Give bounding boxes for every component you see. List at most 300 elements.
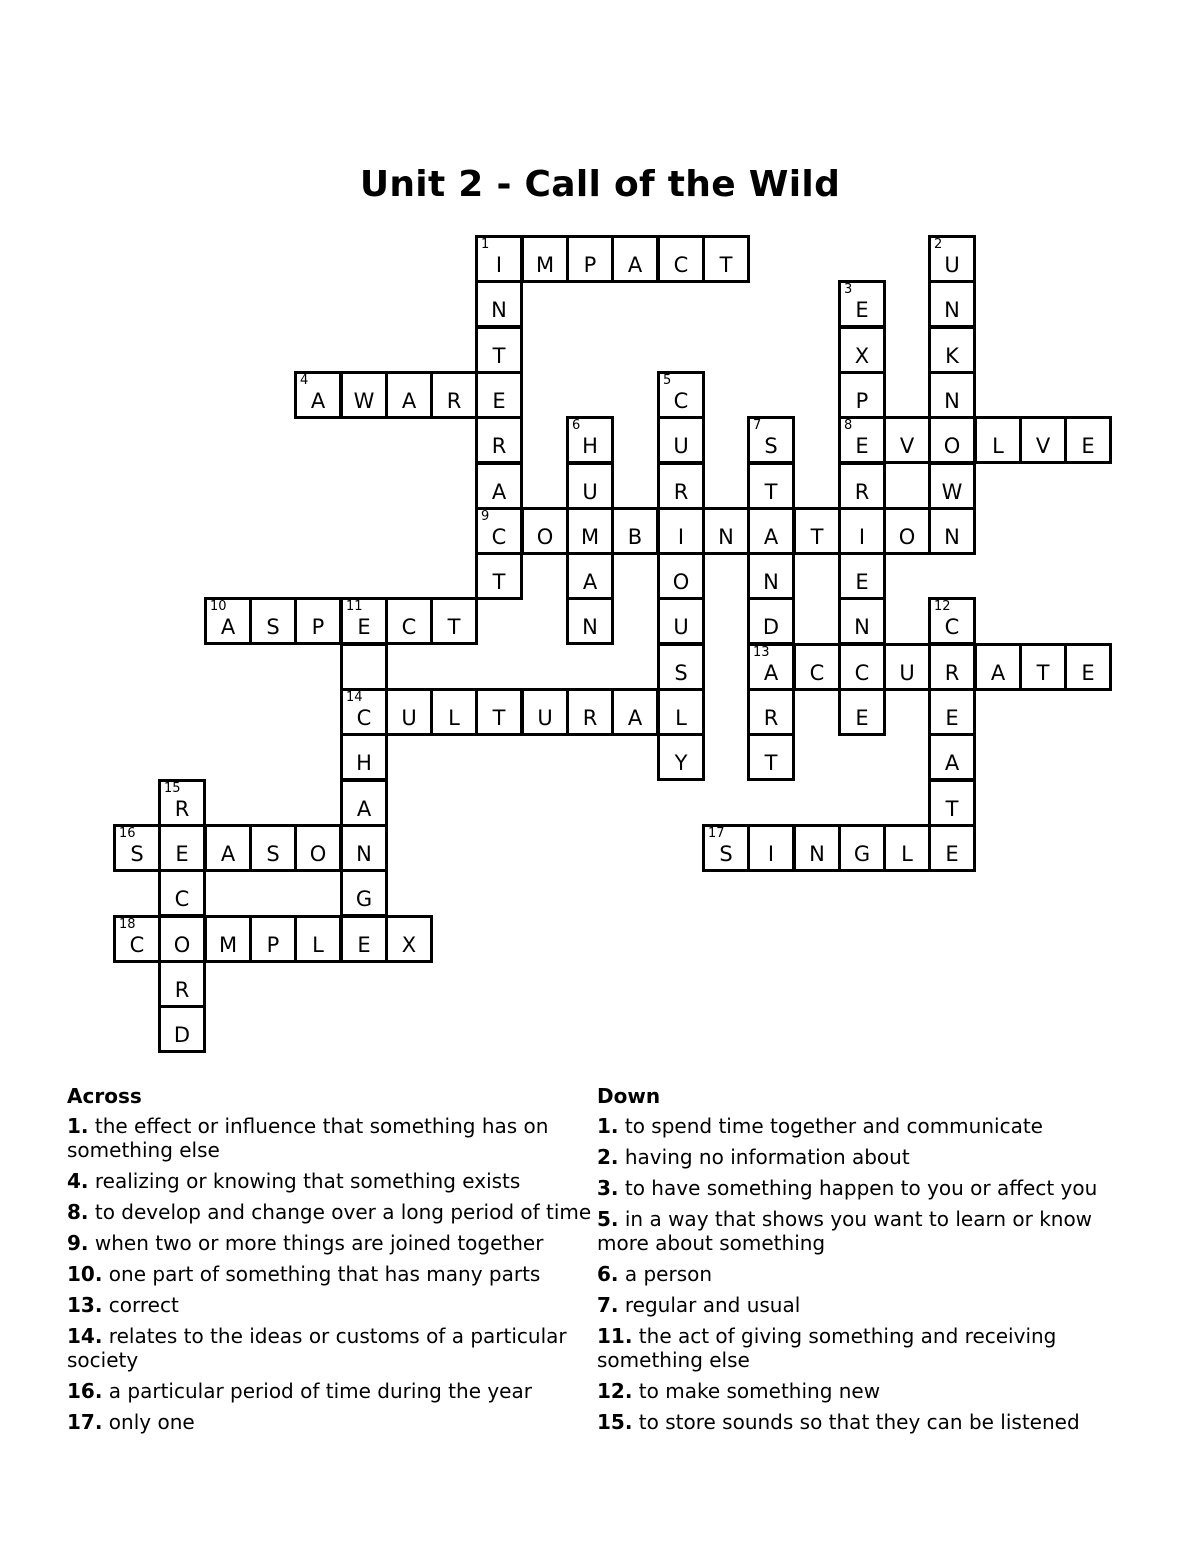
cell-letter: T <box>810 525 824 549</box>
cell-letter: C <box>809 661 825 685</box>
cell-letter: N <box>491 298 507 322</box>
cell-letter: T <box>945 797 959 821</box>
cell-letter: L <box>448 706 460 730</box>
grid-cell[interactable] <box>158 960 206 1008</box>
grid-cell[interactable] <box>928 280 976 328</box>
grid-cell[interactable] <box>430 688 478 736</box>
cell-letter: E <box>357 615 371 639</box>
cell-letter: L <box>312 933 324 957</box>
grid-cell[interactable] <box>521 507 569 555</box>
grid-cell[interactable] <box>928 235 976 283</box>
cell-letter: E <box>1081 661 1095 685</box>
cell-letter: S <box>266 615 280 639</box>
cell-letter: N <box>944 298 960 322</box>
grid-cell[interactable] <box>521 235 569 283</box>
grid-cell[interactable] <box>974 643 1022 691</box>
grid-cell[interactable] <box>611 688 659 736</box>
cell-letter: M <box>535 253 555 277</box>
cell-letter: T <box>447 615 461 639</box>
grid-cell[interactable] <box>928 733 976 781</box>
clue-item-text: to develop and change over a long period of time <box>88 1200 592 1224</box>
clue-item-number: 16. <box>67 1379 103 1403</box>
grid-cell[interactable] <box>793 824 841 872</box>
grid-cell[interactable] <box>158 779 206 827</box>
cell-letter: C <box>673 253 689 277</box>
grid-cell[interactable] <box>475 326 523 374</box>
grid-cell[interactable] <box>340 371 388 419</box>
grid-cell[interactable] <box>158 915 206 963</box>
cell-letter: A <box>944 751 960 775</box>
grid-cell[interactable] <box>294 915 342 963</box>
clue-number: 3 <box>844 282 853 297</box>
cell-letter: S <box>266 842 280 866</box>
grid-cell[interactable] <box>793 643 841 691</box>
grid-cell[interactable] <box>340 779 388 827</box>
grid-cell[interactable] <box>249 597 297 645</box>
cell-letter: T <box>492 570 506 594</box>
grid-cell[interactable] <box>883 507 931 555</box>
grid-cell[interactable] <box>475 416 523 464</box>
clue-item-number: 1. <box>67 1114 89 1138</box>
grid-cell[interactable] <box>702 824 750 872</box>
cell-letter: A <box>582 570 598 594</box>
grid-cell[interactable] <box>158 1005 206 1053</box>
cell-letter: T <box>492 344 506 368</box>
cell-letter: A <box>763 525 779 549</box>
cell-letter: N <box>944 525 960 549</box>
grid-cell[interactable] <box>340 915 388 963</box>
cell-letter: Y <box>674 751 688 775</box>
clue-item <box>67 1262 592 1286</box>
grid-cell[interactable] <box>566 507 614 555</box>
grid-cell[interactable] <box>747 462 795 510</box>
clue-item-number: 6. <box>597 1262 619 1286</box>
cell-letter: P <box>583 253 597 277</box>
grid-cell[interactable] <box>928 416 976 464</box>
grid-cell[interactable] <box>475 235 523 283</box>
clue-item <box>67 1379 592 1403</box>
clue-number: 12 <box>934 599 951 614</box>
grid-cell[interactable] <box>475 462 523 510</box>
clue-item-text: relates to the ideas or customs of a particular society <box>67 1324 567 1372</box>
cell-letter: A <box>763 661 779 685</box>
cell-letter: U <box>673 615 689 639</box>
clue-number: 10 <box>210 599 227 614</box>
clue-item-number: 3. <box>597 1176 619 1200</box>
clue-item <box>67 1200 592 1224</box>
cell-letter: E <box>855 706 869 730</box>
cell-letter: P <box>266 933 280 957</box>
clue-item <box>597 1293 1137 1317</box>
clue-item-number: 14. <box>67 1324 103 1348</box>
grid-cell[interactable] <box>838 462 886 510</box>
cell-letter: E <box>945 842 959 866</box>
grid-cell[interactable] <box>1064 416 1112 464</box>
clue-item-number: 8. <box>67 1200 89 1224</box>
grid-cell[interactable] <box>793 507 841 555</box>
grid-cell[interactable] <box>475 552 523 600</box>
clue-item-number: 12. <box>597 1379 633 1403</box>
cell-letter: A <box>627 253 643 277</box>
cell-letter: R <box>763 706 779 730</box>
grid-cell[interactable] <box>928 779 976 827</box>
clue-number: 14 <box>346 690 363 705</box>
grid-cell[interactable] <box>657 416 705 464</box>
grid-cell[interactable] <box>928 688 976 736</box>
cell-letter: L <box>901 842 913 866</box>
cell-letter: M <box>580 525 600 549</box>
across-clues <box>67 1084 592 1441</box>
clue-item-number: 4. <box>67 1169 89 1193</box>
clue-item <box>67 1114 592 1162</box>
cell-letter: T <box>1036 661 1050 685</box>
grid-cell[interactable] <box>204 597 252 645</box>
cell-letter: R <box>673 480 689 504</box>
cell-letter: V <box>899 434 915 458</box>
cell-letter: U <box>537 706 553 730</box>
cell-letter: E <box>855 570 869 594</box>
page-title: Unit 2 - Call of the Wild <box>359 164 841 205</box>
grid-cell[interactable] <box>249 824 297 872</box>
cell-letter: A <box>356 797 372 821</box>
clue-item-text: correct <box>102 1293 179 1317</box>
grid-cell[interactable] <box>657 507 705 555</box>
cell-letter: X <box>854 344 870 368</box>
cell-letter: T <box>764 480 778 504</box>
grid-cell[interactable] <box>340 733 388 781</box>
grid-cell[interactable] <box>838 326 886 374</box>
grid-cell[interactable] <box>158 869 206 917</box>
grid-cell[interactable] <box>974 416 1022 464</box>
cell-letter: S <box>719 842 733 866</box>
cell-letter: E <box>855 434 869 458</box>
cell-letter: G <box>355 887 373 911</box>
grid-cell[interactable] <box>747 552 795 600</box>
grid-cell[interactable] <box>340 824 388 872</box>
grid-cell[interactable] <box>113 824 161 872</box>
cell-letter: O <box>536 525 554 549</box>
cell-letter: C <box>944 615 960 639</box>
grid-cell[interactable] <box>657 643 705 691</box>
clue-item-text: having no information about <box>618 1145 910 1169</box>
grid-cell[interactable] <box>566 688 614 736</box>
cell-letter: E <box>357 933 371 957</box>
cell-letter: A <box>310 389 326 413</box>
cell-letter: V <box>1035 434 1051 458</box>
grid-cell[interactable] <box>747 643 795 691</box>
grid-cell[interactable] <box>928 597 976 645</box>
clue-item-text: a person <box>618 1262 713 1286</box>
clue-item <box>67 1324 592 1372</box>
grid-cell[interactable] <box>657 597 705 645</box>
clue-item-text: realizing or knowing that something exists <box>88 1169 521 1193</box>
cell-letter: N <box>944 389 960 413</box>
grid-cell[interactable] <box>838 824 886 872</box>
down-clues <box>597 1084 1137 1441</box>
grid-cell[interactable] <box>928 462 976 510</box>
clue-item <box>597 1324 1137 1372</box>
grid-cell[interactable] <box>657 552 705 600</box>
cell-letter: B <box>627 525 643 549</box>
grid-cell[interactable] <box>883 824 931 872</box>
cell-letter: E <box>855 298 869 322</box>
cell-letter: E <box>945 706 959 730</box>
cell-letter: I <box>677 525 685 549</box>
clue-number: 18 <box>119 917 136 932</box>
clue-item-number: 2. <box>597 1145 619 1169</box>
cell-letter: R <box>944 661 960 685</box>
cell-letter: G <box>853 842 871 866</box>
clue-number: 9 <box>481 509 490 524</box>
grid-cell[interactable] <box>340 688 388 736</box>
grid-cell[interactable] <box>204 824 252 872</box>
crossword-grid <box>113 235 1095 1053</box>
clue-number: 11 <box>346 599 363 614</box>
cell-letter: W <box>941 480 963 504</box>
grid-cell[interactable] <box>475 371 523 419</box>
cell-letter: U <box>673 434 689 458</box>
cell-letter: R <box>174 978 190 1002</box>
cell-letter: U <box>401 706 417 730</box>
cell-letter: A <box>990 661 1006 685</box>
grid-cell[interactable] <box>566 416 614 464</box>
cell-letter: U <box>944 253 960 277</box>
grid-cell[interactable] <box>475 280 523 328</box>
grid-cell[interactable] <box>1019 416 1067 464</box>
clue-item <box>67 1169 592 1193</box>
grid-cell[interactable] <box>657 733 705 781</box>
grid-cell[interactable] <box>611 507 659 555</box>
cell-letter: D <box>173 1023 191 1047</box>
clue-item <box>597 1176 1137 1200</box>
cell-letter: N <box>854 615 870 639</box>
grid-cell[interactable] <box>294 597 342 645</box>
grid-cell[interactable] <box>475 507 523 555</box>
clue-item-number: 5. <box>597 1207 619 1231</box>
clue-item-text: regular and usual <box>618 1293 801 1317</box>
clue-item-number: 1. <box>597 1114 619 1138</box>
cell-letter: X <box>401 933 417 957</box>
clue-item-number: 13. <box>67 1293 103 1317</box>
clue-item-text: in a way that shows you want to learn or know more about something <box>597 1207 1093 1255</box>
cell-letter: P <box>311 615 325 639</box>
grid-cell[interactable] <box>1019 643 1067 691</box>
cell-letter: R <box>446 389 462 413</box>
cell-letter: A <box>220 842 236 866</box>
grid-cell[interactable] <box>1064 643 1112 691</box>
grid-cell[interactable] <box>385 915 433 963</box>
cell-letter: H <box>356 751 372 775</box>
cell-letter: A <box>491 480 507 504</box>
grid-cell[interactable] <box>883 643 931 691</box>
cell-letter: C <box>174 887 190 911</box>
clue-item <box>67 1293 592 1317</box>
grid-cell[interactable] <box>657 371 705 419</box>
cell-letter: N <box>763 570 779 594</box>
cell-letter: O <box>173 933 191 957</box>
clue-number: 4 <box>300 373 309 388</box>
grid-cell[interactable] <box>838 280 886 328</box>
cell-letter: U <box>582 480 598 504</box>
grid-cell[interactable] <box>702 235 750 283</box>
cell-letter: I <box>858 525 866 549</box>
clue-number: 6 <box>572 418 581 433</box>
cell-letter: N <box>809 842 825 866</box>
clue-item <box>597 1379 1137 1403</box>
clue-item-text: only one <box>102 1410 195 1434</box>
grid-cell[interactable] <box>430 371 478 419</box>
cell-letter: W <box>353 389 375 413</box>
clue-number: 8 <box>844 418 853 433</box>
clue-item-number: 11. <box>597 1324 633 1348</box>
cell-letter: M <box>218 933 238 957</box>
cell-letter: C <box>491 525 507 549</box>
cell-letter: O <box>672 570 690 594</box>
grid-cell[interactable] <box>657 462 705 510</box>
grid-cell[interactable] <box>566 462 614 510</box>
grid-cell[interactable] <box>838 552 886 600</box>
clue-item-number: 15. <box>597 1410 633 1434</box>
grid-cell[interactable] <box>747 507 795 555</box>
grid-cell[interactable] <box>883 416 931 464</box>
grid-cell[interactable] <box>385 688 433 736</box>
grid-cell[interactable] <box>340 643 388 691</box>
grid-cell[interactable] <box>838 643 886 691</box>
clue-item-text: the act of giving something and receiving something else <box>597 1324 1057 1372</box>
clue-item <box>597 1410 1137 1434</box>
cell-letter: D <box>762 615 780 639</box>
cell-letter: A <box>627 706 643 730</box>
grid-cell[interactable] <box>702 507 750 555</box>
cell-letter: R <box>491 434 507 458</box>
cell-letter: T <box>764 751 778 775</box>
cell-letter: E <box>1081 434 1095 458</box>
clue-number: 1 <box>481 237 490 252</box>
cell-letter: I <box>767 842 775 866</box>
grid-cell[interactable] <box>838 597 886 645</box>
grid-cell[interactable] <box>113 915 161 963</box>
grid-cell[interactable] <box>294 371 342 419</box>
cell-letter: C <box>854 661 870 685</box>
cell-letter: U <box>899 661 915 685</box>
across-heading: Across <box>67 1084 142 1108</box>
clue-number: 17 <box>708 826 725 841</box>
grid-cell[interactable] <box>747 597 795 645</box>
grid-cell[interactable] <box>340 869 388 917</box>
clue-item <box>597 1262 1137 1286</box>
grid-cell[interactable] <box>475 688 523 736</box>
cell-letter: A <box>220 615 236 639</box>
cell-letter: O <box>943 434 961 458</box>
grid-cell[interactable] <box>521 688 569 736</box>
clue-item <box>597 1207 1137 1255</box>
grid-cell[interactable] <box>430 597 478 645</box>
cell-letter: L <box>675 706 687 730</box>
cell-letter: S <box>674 661 688 685</box>
grid-cell[interactable] <box>611 235 659 283</box>
clue-item <box>67 1410 592 1434</box>
grid-cell[interactable] <box>838 507 886 555</box>
grid-cell[interactable] <box>657 235 705 283</box>
clue-number: 7 <box>753 418 762 433</box>
grid-cell[interactable] <box>928 371 976 419</box>
clue-item-text: the effect or influence that something has on something else <box>67 1114 549 1162</box>
cell-letter: E <box>492 389 506 413</box>
grid-cell[interactable] <box>838 688 886 736</box>
clue-number: 5 <box>663 373 672 388</box>
clue-item <box>597 1145 1137 1169</box>
cell-letter: E <box>175 842 189 866</box>
cell-letter: K <box>945 344 959 368</box>
clue-item-text: one part of something that has many parts <box>102 1262 541 1286</box>
cell-letter: R <box>854 480 870 504</box>
grid-cell[interactable] <box>838 416 886 464</box>
cell-letter: O <box>309 842 327 866</box>
clue-number: 16 <box>119 826 136 841</box>
cell-letter: R <box>582 706 598 730</box>
grid-cell[interactable] <box>294 824 342 872</box>
cell-letter: N <box>356 842 372 866</box>
grid-cell[interactable] <box>566 235 614 283</box>
cell-letter: T <box>719 253 733 277</box>
cell-letter: H <box>582 434 598 458</box>
cell-letter: C <box>673 389 689 413</box>
cell-letter: R <box>174 797 190 821</box>
clue-item <box>67 1231 592 1255</box>
grid-cell[interactable] <box>747 688 795 736</box>
grid-cell[interactable] <box>928 643 976 691</box>
grid-cell[interactable] <box>340 597 388 645</box>
cell-letter: C <box>129 933 145 957</box>
cell-letter: O <box>898 525 916 549</box>
clue-item <box>597 1114 1137 1138</box>
clue-item-text: to have something happen to you or affect you <box>618 1176 1098 1200</box>
grid-cell[interactable] <box>657 688 705 736</box>
clue-number: 2 <box>934 237 943 252</box>
grid-cell[interactable] <box>747 824 795 872</box>
cell-letter: I <box>495 253 503 277</box>
grid-cell[interactable] <box>204 915 252 963</box>
clue-number: 13 <box>753 645 770 660</box>
clue-item-text: to store sounds so that they can be listened <box>632 1410 1080 1434</box>
grid-cell[interactable] <box>747 416 795 464</box>
clue-item-number: 10. <box>67 1262 103 1286</box>
grid-cell[interactable] <box>928 326 976 374</box>
clue-item-number: 7. <box>597 1293 619 1317</box>
grid-cell[interactable] <box>158 824 206 872</box>
grid-cell[interactable] <box>838 371 886 419</box>
down-heading: Down <box>597 1084 661 1108</box>
cell-letter: P <box>855 389 869 413</box>
grid-cell[interactable] <box>249 915 297 963</box>
cell-letter: N <box>718 525 734 549</box>
grid-cell[interactable] <box>385 371 433 419</box>
cell-letter: N <box>582 615 598 639</box>
clue-item-text: when two or more things are joined together <box>88 1231 544 1255</box>
grid-cell[interactable] <box>566 552 614 600</box>
grid-cell[interactable] <box>928 507 976 555</box>
grid-cell[interactable] <box>928 824 976 872</box>
cell-letter: S <box>764 434 778 458</box>
cell-letter: C <box>401 615 417 639</box>
clue-number: 15 <box>164 781 181 796</box>
clue-item-text: to make something new <box>632 1379 881 1403</box>
grid-cell[interactable] <box>385 597 433 645</box>
grid-cell[interactable] <box>566 597 614 645</box>
clue-item-number: 9. <box>67 1231 89 1255</box>
grid-cell[interactable] <box>747 733 795 781</box>
clue-item-text: to spend time together and communicate <box>618 1114 1043 1138</box>
